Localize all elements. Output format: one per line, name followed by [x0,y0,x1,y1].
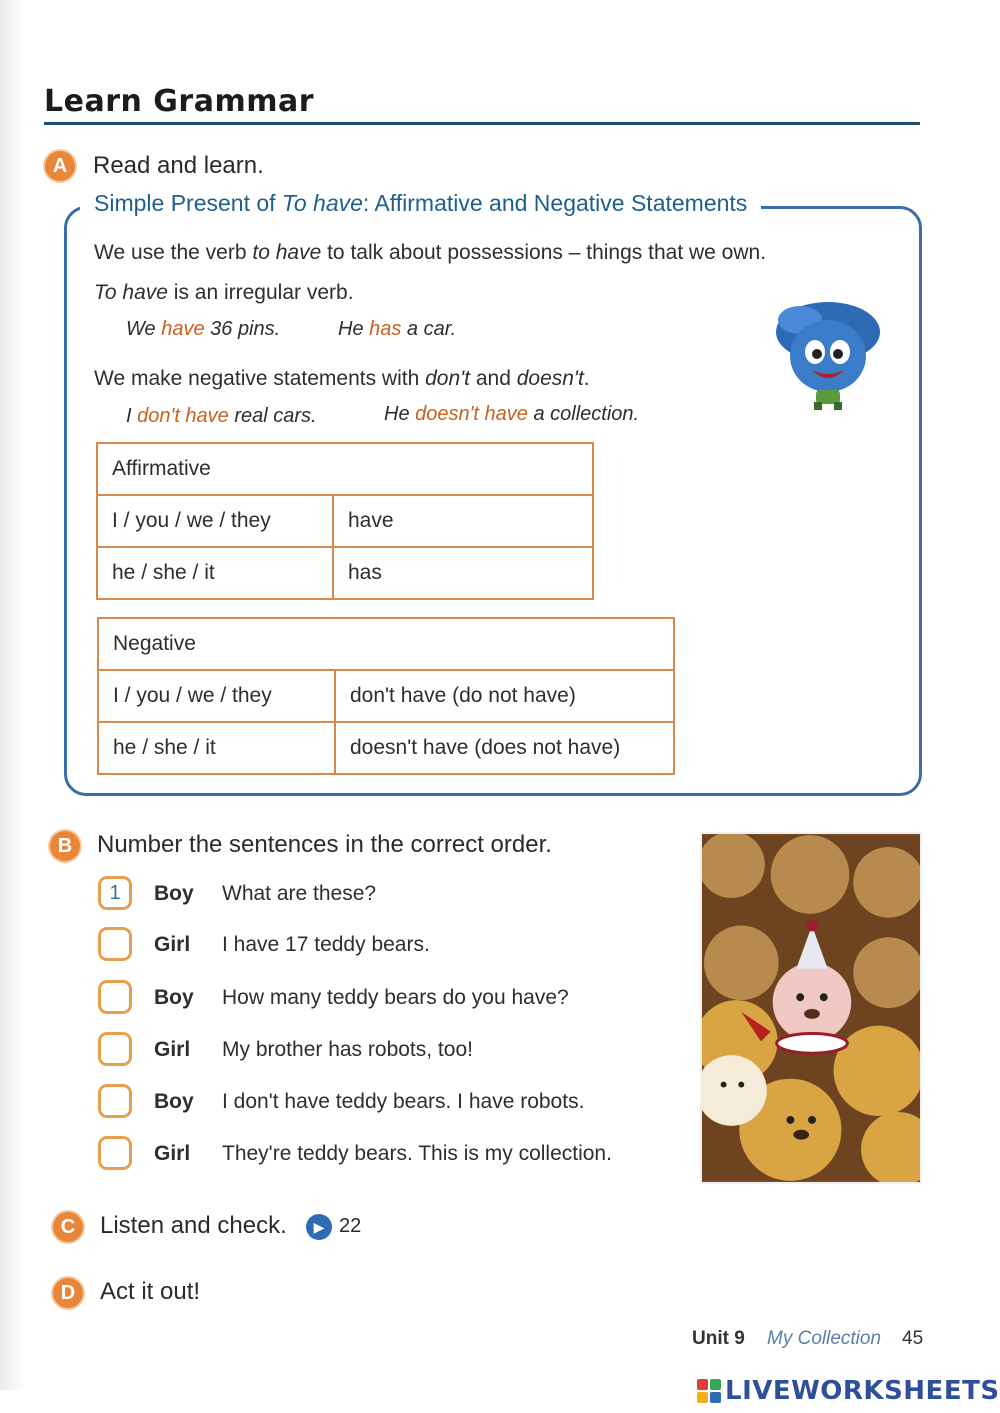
section-title: Learn Grammar [44,84,315,119]
task-c-label: Listen and check. [100,1212,287,1239]
grammar-rule-2: To have is an irregular verb. [94,281,354,304]
negative-verb-1: don't have (do not have) [335,670,674,722]
footer-title: My Collection [767,1328,882,1349]
footer-unit: Unit 9 [692,1328,745,1349]
example-dont-have: I don't have real cars. [126,405,317,427]
negative-subject-1: I / you / we / they [98,670,335,722]
order-number-input[interactable]: 1 [98,876,132,910]
task-a-badge: A [45,151,75,181]
affirmative-subject-2: he / she / it [97,547,333,599]
task-b-label: Number the sentences in the correct order. [97,831,552,858]
task-d-label: Act it out! [100,1278,201,1305]
order-speaker: Girl [154,1142,191,1165]
audio-track-number: 22 [339,1215,362,1237]
affirmative-verb-2: has [333,547,593,599]
affirmative-table [96,442,594,600]
title-rule [44,122,920,125]
negative-table [97,617,675,775]
audio-icon[interactable]: ▶ [306,1214,332,1240]
liveworksheets-mark-icon [697,1379,721,1403]
affirmative-verb-1: have [333,495,593,547]
grammar-box-title: Simple Present of To have: Affirmative and Negative Statements [80,190,761,217]
example-have: We have 36 pins. [126,318,281,340]
liveworksheets-logo [697,1376,1000,1406]
example-doesnt-have: He doesn't have a collection. [384,403,640,425]
order-number-input[interactable] [98,1136,132,1170]
task-d-badge: D [53,1278,83,1308]
order-number-input[interactable] [98,1032,132,1066]
order-number-input[interactable] [98,927,132,961]
teddy-bears-photo [700,832,922,1184]
order-sentence: My brother has robots, too! [222,1038,473,1061]
page-edge-shadow [0,0,24,1390]
order-number-input[interactable] [98,980,132,1014]
task-b-badge: B [50,831,80,861]
negative-header: Negative [98,618,674,670]
affirmative-subject-1: I / you / we / they [97,495,333,547]
negative-verb-2: doesn't have (does not have) [335,722,674,774]
mascot-character-icon [770,294,886,412]
example-has: He has a car. [338,318,457,340]
order-number-input[interactable] [98,1084,132,1118]
task-c-badge: C [53,1212,83,1242]
task-a-label: Read and learn. [93,152,264,179]
order-speaker: Boy [154,1090,194,1113]
liveworksheets-text: LIVEWORKSHEETS [725,1376,1000,1406]
order-speaker: Girl [154,1038,191,1061]
order-sentence: I don't have teddy bears. I have robots. [222,1090,585,1113]
grammar-rule-3: We make negative statements with don't and doesn't. [94,367,590,390]
order-speaker: Boy [154,882,194,905]
negative-subject-2: he / she / it [98,722,335,774]
order-speaker: Boy [154,986,194,1009]
order-speaker: Girl [154,933,191,956]
order-sentence: How many teddy bears do you have? [222,986,569,1009]
order-sentence: I have 17 teddy bears. [222,933,430,956]
affirmative-header: Affirmative [97,443,593,495]
page-number: 45 [902,1328,924,1349]
grammar-rule-1: We use the verb to have to talk about possessions – things that we own. [94,241,767,264]
order-sentence: What are these? [222,882,377,905]
order-sentence: They're teddy bears. This is my collection. [222,1142,612,1165]
